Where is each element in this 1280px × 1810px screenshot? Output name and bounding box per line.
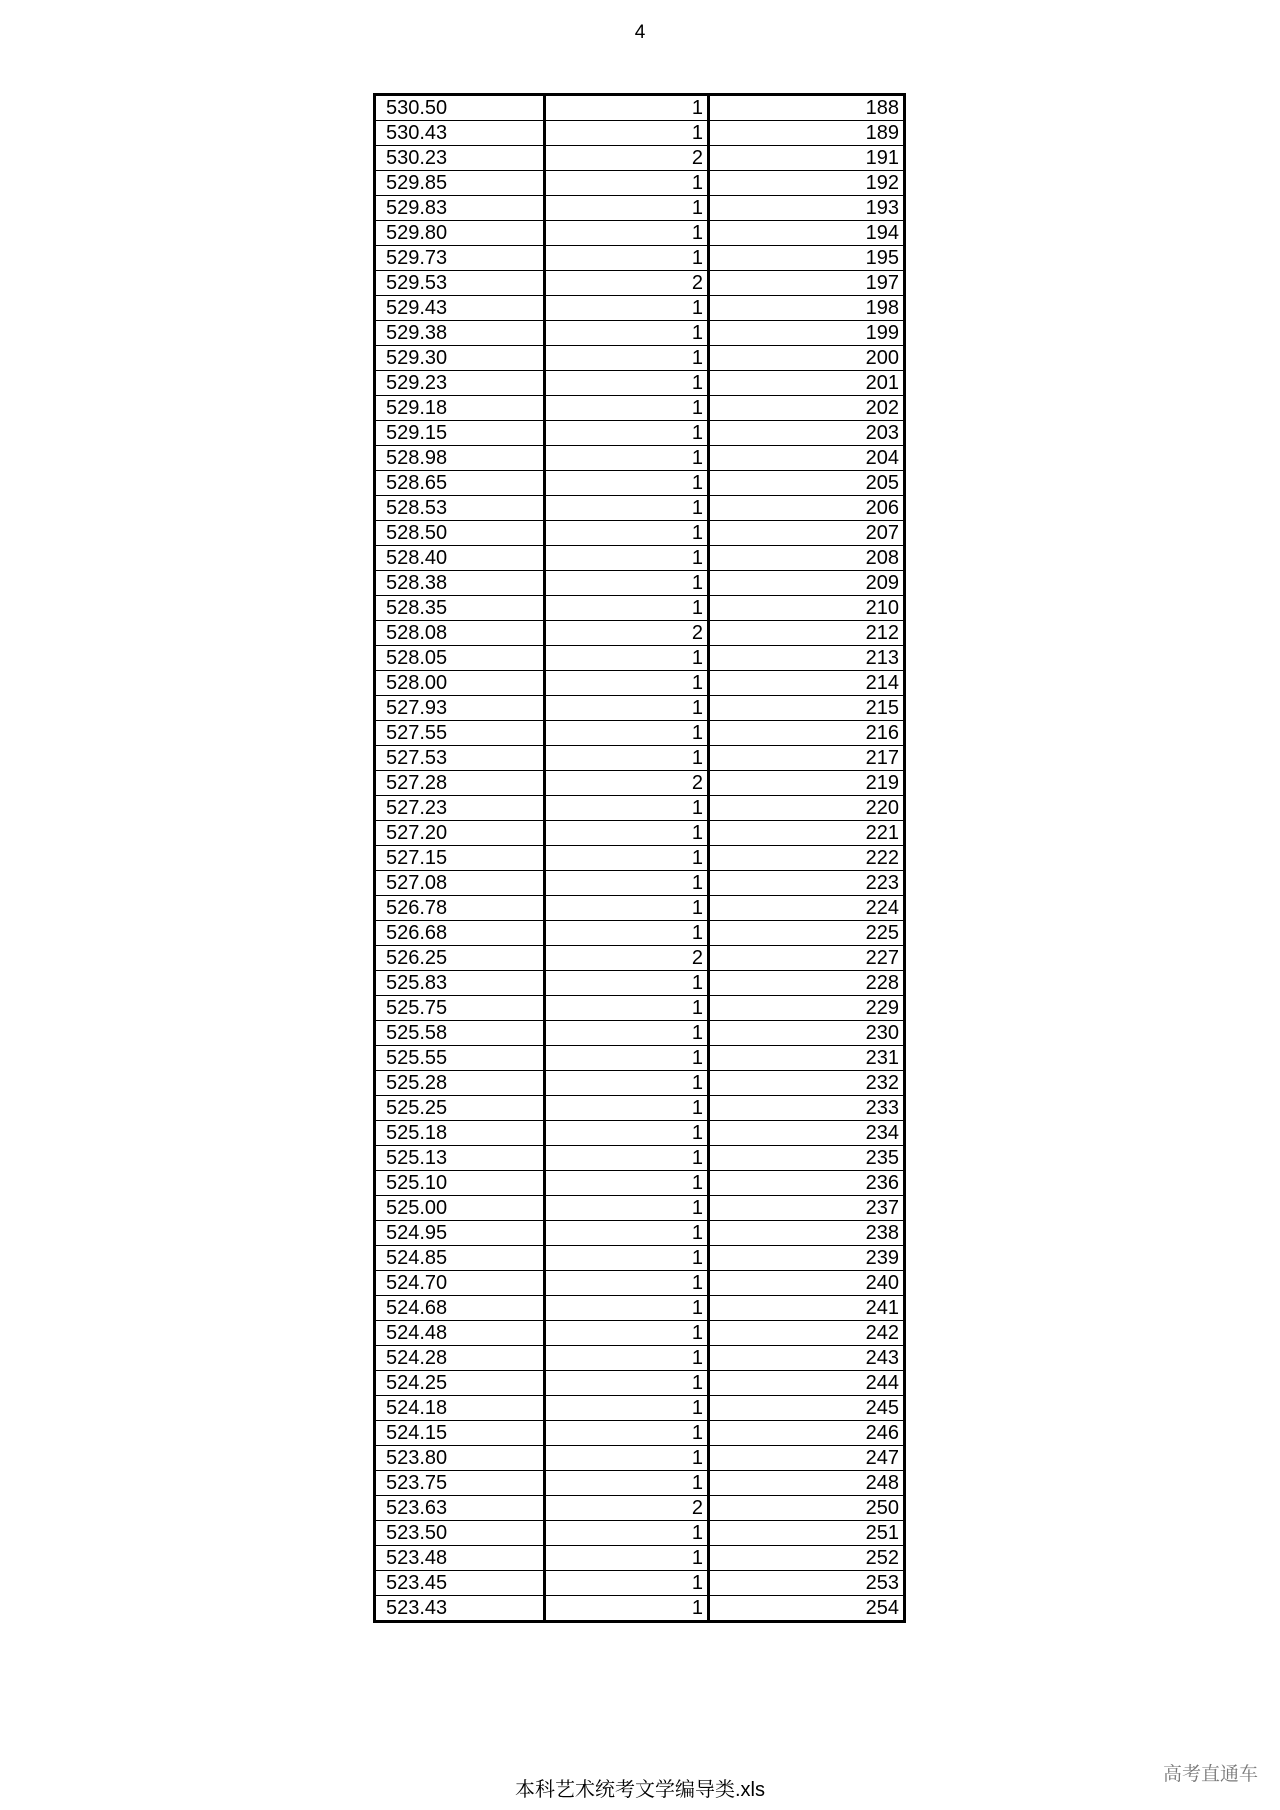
score-cell: 524.70 <box>375 1271 545 1296</box>
score-cell: 523.43 <box>375 1596 545 1622</box>
table-row <box>375 946 905 971</box>
count-cell: 1 <box>545 196 709 221</box>
score-cell: 524.28 <box>375 1346 545 1371</box>
count-cell: 1 <box>545 1321 709 1346</box>
table-row <box>375 871 905 896</box>
cumulative-cell: 193 <box>709 196 905 221</box>
table-row <box>375 1021 905 1046</box>
cumulative-cell: 216 <box>709 721 905 746</box>
count-cell: 1 <box>545 1396 709 1421</box>
score-cell: 526.25 <box>375 946 545 971</box>
count-cell: 1 <box>545 471 709 496</box>
cumulative-cell: 191 <box>709 146 905 171</box>
count-cell: 1 <box>545 446 709 471</box>
table-row <box>375 796 905 821</box>
table-row <box>375 1421 905 1446</box>
table-row <box>375 921 905 946</box>
count-cell: 1 <box>545 221 709 246</box>
count-cell: 1 <box>545 296 709 321</box>
score-cell: 525.13 <box>375 1146 545 1171</box>
score-cell: 525.83 <box>375 971 545 996</box>
table-row <box>375 1046 905 1071</box>
count-cell: 1 <box>545 896 709 921</box>
cumulative-cell: 199 <box>709 321 905 346</box>
table-row <box>375 171 905 196</box>
count-cell: 1 <box>545 596 709 621</box>
cumulative-cell: 195 <box>709 246 905 271</box>
count-cell: 1 <box>545 1371 709 1396</box>
count-cell: 1 <box>545 1221 709 1246</box>
cumulative-cell: 231 <box>709 1046 905 1071</box>
score-cell: 529.38 <box>375 321 545 346</box>
score-cell: 525.00 <box>375 1196 545 1221</box>
count-cell: 1 <box>545 1471 709 1496</box>
count-cell: 1 <box>545 246 709 271</box>
table-row <box>375 1121 905 1146</box>
score-cell: 530.23 <box>375 146 545 171</box>
count-cell: 2 <box>545 271 709 296</box>
cumulative-cell: 237 <box>709 1196 905 1221</box>
cumulative-cell: 215 <box>709 696 905 721</box>
count-cell: 1 <box>545 321 709 346</box>
count-cell: 1 <box>545 1296 709 1321</box>
cumulative-cell: 202 <box>709 396 905 421</box>
score-cell: 528.40 <box>375 546 545 571</box>
score-cell: 528.35 <box>375 596 545 621</box>
table-row <box>375 1221 905 1246</box>
table-row <box>375 671 905 696</box>
count-cell: 2 <box>545 1496 709 1521</box>
count-cell: 1 <box>545 396 709 421</box>
cumulative-cell: 228 <box>709 971 905 996</box>
cumulative-cell: 242 <box>709 1321 905 1346</box>
count-cell: 1 <box>545 746 709 771</box>
table-row <box>375 95 905 121</box>
cumulative-cell: 194 <box>709 221 905 246</box>
score-cell: 529.83 <box>375 196 545 221</box>
table-row <box>375 996 905 1021</box>
cumulative-cell: 254 <box>709 1596 905 1622</box>
count-cell: 1 <box>545 1171 709 1196</box>
cumulative-cell: 197 <box>709 271 905 296</box>
cumulative-cell: 232 <box>709 1071 905 1096</box>
count-cell: 1 <box>545 1421 709 1446</box>
cumulative-cell: 210 <box>709 596 905 621</box>
score-cell: 529.18 <box>375 396 545 421</box>
cumulative-cell: 227 <box>709 946 905 971</box>
table-row <box>375 1546 905 1571</box>
table-row <box>375 396 905 421</box>
cumulative-cell: 221 <box>709 821 905 846</box>
cumulative-cell: 251 <box>709 1521 905 1546</box>
count-cell: 1 <box>545 996 709 1021</box>
score-cell: 528.08 <box>375 621 545 646</box>
table-row <box>375 546 905 571</box>
score-cell: 523.80 <box>375 1446 545 1471</box>
table-row <box>375 1296 905 1321</box>
score-cell: 523.75 <box>375 1471 545 1496</box>
table-row <box>375 1146 905 1171</box>
count-cell: 1 <box>545 1121 709 1146</box>
cumulative-cell: 230 <box>709 1021 905 1046</box>
count-cell: 1 <box>545 171 709 196</box>
count-cell: 1 <box>545 95 709 121</box>
table-row <box>375 421 905 446</box>
score-cell: 523.63 <box>375 1496 545 1521</box>
count-cell: 2 <box>545 621 709 646</box>
score-cell: 525.10 <box>375 1171 545 1196</box>
table-row <box>375 771 905 796</box>
score-cell: 526.78 <box>375 896 545 921</box>
score-cell: 528.50 <box>375 521 545 546</box>
cumulative-cell: 189 <box>709 121 905 146</box>
table-row <box>375 1096 905 1121</box>
count-cell: 1 <box>545 521 709 546</box>
cumulative-cell: 213 <box>709 646 905 671</box>
score-cell: 527.55 <box>375 721 545 746</box>
score-cell: 524.68 <box>375 1296 545 1321</box>
count-cell: 1 <box>545 1096 709 1121</box>
table-row <box>375 1071 905 1096</box>
score-table <box>373 93 906 1623</box>
table-row <box>375 696 905 721</box>
score-cell: 524.15 <box>375 1421 545 1446</box>
count-cell: 1 <box>545 1271 709 1296</box>
score-cell: 527.93 <box>375 696 545 721</box>
score-cell: 524.25 <box>375 1371 545 1396</box>
cumulative-cell: 252 <box>709 1546 905 1571</box>
count-cell: 1 <box>545 1146 709 1171</box>
table-row <box>375 1246 905 1271</box>
score-cell: 529.15 <box>375 421 545 446</box>
cumulative-cell: 245 <box>709 1396 905 1421</box>
table-row <box>375 721 905 746</box>
score-cell: 523.48 <box>375 1546 545 1571</box>
cumulative-cell: 243 <box>709 1346 905 1371</box>
score-cell: 526.68 <box>375 921 545 946</box>
table-row <box>375 1346 905 1371</box>
score-cell: 529.30 <box>375 346 545 371</box>
table-row <box>375 1446 905 1471</box>
cumulative-cell: 214 <box>709 671 905 696</box>
count-cell: 1 <box>545 121 709 146</box>
cumulative-cell: 224 <box>709 896 905 921</box>
table-row <box>375 621 905 646</box>
table-row <box>375 971 905 996</box>
count-cell: 1 <box>545 671 709 696</box>
cumulative-cell: 240 <box>709 1271 905 1296</box>
count-cell: 1 <box>545 1571 709 1596</box>
count-cell: 1 <box>545 346 709 371</box>
score-cell: 525.18 <box>375 1121 545 1146</box>
score-cell: 528.38 <box>375 571 545 596</box>
cumulative-cell: 220 <box>709 796 905 821</box>
cumulative-cell: 247 <box>709 1446 905 1471</box>
score-cell: 523.45 <box>375 1571 545 1596</box>
cumulative-cell: 192 <box>709 171 905 196</box>
score-cell: 525.58 <box>375 1021 545 1046</box>
count-cell: 1 <box>545 496 709 521</box>
count-cell: 1 <box>545 1446 709 1471</box>
score-cell: 529.23 <box>375 371 545 396</box>
score-cell: 524.18 <box>375 1396 545 1421</box>
table-row <box>375 121 905 146</box>
table-row <box>375 321 905 346</box>
table-row <box>375 821 905 846</box>
score-cell: 524.85 <box>375 1246 545 1271</box>
score-cell: 527.20 <box>375 821 545 846</box>
cumulative-cell: 238 <box>709 1221 905 1246</box>
score-cell: 527.28 <box>375 771 545 796</box>
count-cell: 1 <box>545 921 709 946</box>
cumulative-cell: 209 <box>709 571 905 596</box>
table-row <box>375 896 905 921</box>
cumulative-cell: 198 <box>709 296 905 321</box>
cumulative-cell: 225 <box>709 921 905 946</box>
cumulative-cell: 207 <box>709 521 905 546</box>
score-cell: 527.53 <box>375 746 545 771</box>
score-cell: 528.53 <box>375 496 545 521</box>
table-row <box>375 496 905 521</box>
table-row <box>375 1521 905 1546</box>
table-row <box>375 146 905 171</box>
table-row <box>375 1196 905 1221</box>
count-cell: 1 <box>545 1521 709 1546</box>
count-cell: 1 <box>545 1046 709 1071</box>
score-cell: 524.48 <box>375 1321 545 1346</box>
table-row <box>375 371 905 396</box>
score-cell: 527.15 <box>375 846 545 871</box>
cumulative-cell: 253 <box>709 1571 905 1596</box>
table-row <box>375 271 905 296</box>
score-cell: 528.98 <box>375 446 545 471</box>
cumulative-cell: 203 <box>709 421 905 446</box>
table-row <box>375 1596 905 1622</box>
page-number: 4 <box>634 22 646 43</box>
count-cell: 1 <box>545 721 709 746</box>
count-cell: 1 <box>545 1596 709 1622</box>
cumulative-cell: 239 <box>709 1246 905 1271</box>
cumulative-cell: 229 <box>709 996 905 1021</box>
cumulative-cell: 235 <box>709 1146 905 1171</box>
count-cell: 1 <box>545 871 709 896</box>
cumulative-cell: 246 <box>709 1421 905 1446</box>
count-cell: 1 <box>545 646 709 671</box>
cumulative-cell: 236 <box>709 1171 905 1196</box>
cumulative-cell: 212 <box>709 621 905 646</box>
table-row <box>375 1471 905 1496</box>
count-cell: 1 <box>545 1546 709 1571</box>
count-cell: 1 <box>545 846 709 871</box>
table-row <box>375 1171 905 1196</box>
table-row <box>375 521 905 546</box>
cumulative-cell: 223 <box>709 871 905 896</box>
table-row <box>375 1371 905 1396</box>
score-cell: 529.73 <box>375 246 545 271</box>
cumulative-cell: 206 <box>709 496 905 521</box>
score-cell: 529.43 <box>375 296 545 321</box>
footer-filename: 本科艺术统考文学编导类.xls <box>515 1779 765 1801</box>
count-cell: 2 <box>545 146 709 171</box>
count-cell: 1 <box>545 796 709 821</box>
count-cell: 1 <box>545 546 709 571</box>
score-cell: 524.95 <box>375 1221 545 1246</box>
cumulative-cell: 204 <box>709 446 905 471</box>
score-cell: 528.00 <box>375 671 545 696</box>
count-cell: 1 <box>545 1246 709 1271</box>
score-cell: 528.65 <box>375 471 545 496</box>
score-cell: 528.05 <box>375 646 545 671</box>
score-cell: 529.53 <box>375 271 545 296</box>
cumulative-cell: 217 <box>709 746 905 771</box>
count-cell: 2 <box>545 771 709 796</box>
count-cell: 1 <box>545 1196 709 1221</box>
score-cell: 525.55 <box>375 1046 545 1071</box>
cumulative-cell: 244 <box>709 1371 905 1396</box>
table-row <box>375 296 905 321</box>
table-row <box>375 471 905 496</box>
score-cell: 530.50 <box>375 95 545 121</box>
count-cell: 1 <box>545 971 709 996</box>
cumulative-cell: 201 <box>709 371 905 396</box>
count-cell: 1 <box>545 371 709 396</box>
count-cell: 1 <box>545 421 709 446</box>
cumulative-cell: 200 <box>709 346 905 371</box>
table-row <box>375 346 905 371</box>
cumulative-cell: 233 <box>709 1096 905 1121</box>
cumulative-cell: 241 <box>709 1296 905 1321</box>
cumulative-cell: 205 <box>709 471 905 496</box>
table-row <box>375 446 905 471</box>
count-cell: 2 <box>545 946 709 971</box>
cumulative-cell: 188 <box>709 95 905 121</box>
table-row <box>375 1571 905 1596</box>
cumulative-cell: 222 <box>709 846 905 871</box>
score-cell: 525.25 <box>375 1096 545 1121</box>
count-cell: 1 <box>545 1021 709 1046</box>
cumulative-cell: 219 <box>709 771 905 796</box>
score-cell: 527.08 <box>375 871 545 896</box>
score-cell: 527.23 <box>375 796 545 821</box>
table-row <box>375 1396 905 1421</box>
count-cell: 1 <box>545 696 709 721</box>
table-row <box>375 846 905 871</box>
count-cell: 1 <box>545 1346 709 1371</box>
count-cell: 1 <box>545 1071 709 1096</box>
table-row <box>375 646 905 671</box>
score-cell: 523.50 <box>375 1521 545 1546</box>
table-row <box>375 1496 905 1521</box>
cumulative-cell: 208 <box>709 546 905 571</box>
watermark: 高考直通车 <box>1162 1764 1258 1785</box>
score-cell: 525.28 <box>375 1071 545 1096</box>
table-row <box>375 221 905 246</box>
table-row <box>375 1271 905 1296</box>
count-cell: 1 <box>545 571 709 596</box>
score-cell: 529.80 <box>375 221 545 246</box>
table-row <box>375 746 905 771</box>
table-row <box>375 596 905 621</box>
cumulative-cell: 250 <box>709 1496 905 1521</box>
table-row <box>375 196 905 221</box>
table-row <box>375 571 905 596</box>
score-cell: 529.85 <box>375 171 545 196</box>
score-cell: 525.75 <box>375 996 545 1021</box>
table-row <box>375 1321 905 1346</box>
score-cell: 530.43 <box>375 121 545 146</box>
cumulative-cell: 248 <box>709 1471 905 1496</box>
table-row <box>375 246 905 271</box>
score-table-body <box>375 95 905 1622</box>
cumulative-cell: 234 <box>709 1121 905 1146</box>
count-cell: 1 <box>545 821 709 846</box>
